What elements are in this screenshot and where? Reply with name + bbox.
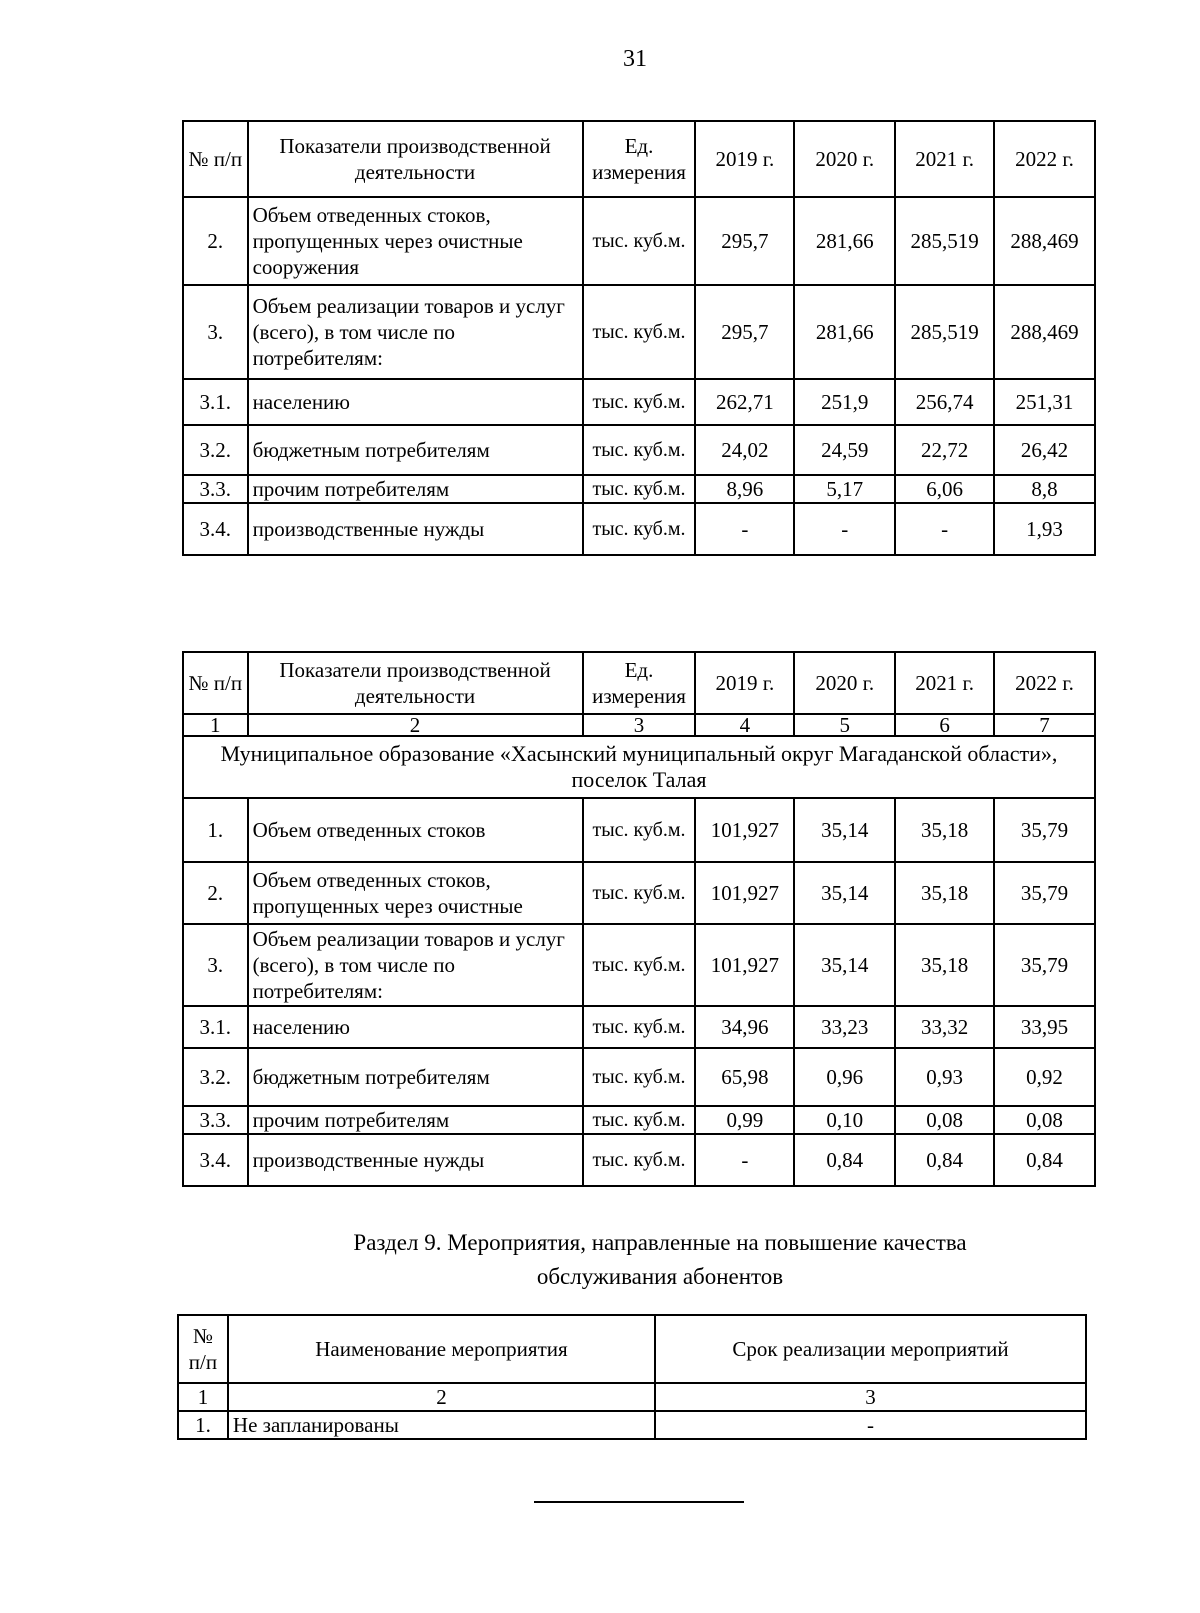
- value-2022: 26,42: [994, 425, 1095, 475]
- value-2020: 35,14: [794, 798, 895, 862]
- row-label: Объем реализации товаров и услуг (всего), в том числе по потребителям:: [248, 285, 583, 379]
- value-2020: 0,96: [794, 1048, 895, 1106]
- value-2022: 288,469: [994, 197, 1095, 285]
- header-2019: 2019 г.: [695, 652, 794, 714]
- row-label: Объем отведенных стоков, пропущенных через очистные сооружения: [248, 197, 583, 285]
- table-row: [183, 798, 1095, 862]
- header-2021: 2021 г.: [895, 121, 994, 197]
- header-unit: Ед. измерения: [583, 652, 696, 714]
- row-unit: тыс. куб.м.: [583, 924, 696, 1006]
- value-2021: 285,519: [895, 285, 994, 379]
- value-2021: 0,84: [895, 1134, 994, 1186]
- header-num: № п/п: [183, 652, 248, 714]
- value-2019: 65,98: [695, 1048, 794, 1106]
- table-header-row: [178, 1315, 1086, 1383]
- col-number: 7: [994, 714, 1095, 736]
- value-2022: 1,93: [994, 503, 1095, 555]
- row-unit: тыс. куб.м.: [583, 1106, 696, 1134]
- value-2020: 281,66: [794, 197, 895, 285]
- table-header-row: [183, 652, 1095, 714]
- value-2021: 35,18: [895, 798, 994, 862]
- value-2019: 262,71: [695, 379, 794, 425]
- group-title-row: [183, 736, 1095, 798]
- value-2022: 33,95: [994, 1006, 1095, 1048]
- value-2020: 35,14: [794, 924, 895, 1006]
- row-num: 3.4.: [183, 1134, 248, 1186]
- header-unit: Ед. измерения: [583, 121, 696, 197]
- value-2019: 0,99: [695, 1106, 794, 1134]
- table-row: [183, 862, 1095, 924]
- row-num: 2.: [183, 862, 248, 924]
- value-2020: 0,10: [794, 1106, 895, 1134]
- header-measure-name: Наименование мероприятия: [228, 1315, 655, 1383]
- row-unit: тыс. куб.м.: [583, 862, 696, 924]
- row-label: населению: [248, 379, 583, 425]
- value-2019: 295,7: [695, 197, 794, 285]
- table-row: [183, 924, 1095, 1006]
- row-unit: тыс. куб.м.: [583, 475, 696, 503]
- value-2020: 5,17: [794, 475, 895, 503]
- row-unit: тыс. куб.м.: [583, 379, 696, 425]
- row-unit: тыс. куб.м.: [583, 197, 696, 285]
- value-2020: 33,23: [794, 1006, 895, 1048]
- value-2022: 35,79: [994, 798, 1095, 862]
- value-2022: 35,79: [994, 924, 1095, 1006]
- table-row: [183, 1134, 1095, 1186]
- value-2021: 35,18: [895, 862, 994, 924]
- table-row: [183, 285, 1095, 379]
- column-numbers-row: [178, 1383, 1086, 1411]
- value-2020: 24,59: [794, 425, 895, 475]
- value-2021: -: [895, 503, 994, 555]
- col-number: 3: [655, 1383, 1086, 1411]
- row-label: Объем отведенных стоков: [248, 798, 583, 862]
- value-2021: 0,08: [895, 1106, 994, 1134]
- col-number: 5: [794, 714, 895, 736]
- measures-table: [177, 1314, 1087, 1440]
- value-2019: -: [695, 1134, 794, 1186]
- value-2022: 288,469: [994, 285, 1095, 379]
- row-num: 2.: [183, 197, 248, 285]
- row-unit: тыс. куб.м.: [583, 285, 696, 379]
- value-2020: 251,9: [794, 379, 895, 425]
- value-2021: 285,519: [895, 197, 994, 285]
- row-num: 3.3.: [183, 475, 248, 503]
- value-2019: 24,02: [695, 425, 794, 475]
- value-2022: 251,31: [994, 379, 1095, 425]
- header-indicator: Показатели производственной деятельности: [248, 652, 583, 714]
- table-row: [178, 1411, 1086, 1439]
- value-2022: 0,08: [994, 1106, 1095, 1134]
- row-label: бюджетным потребителям: [248, 1048, 583, 1106]
- value-2021: 33,32: [895, 1006, 994, 1048]
- value-2019: 101,927: [695, 862, 794, 924]
- measure-name: Не запланированы: [228, 1411, 655, 1439]
- section-title: [320, 1226, 1000, 1294]
- row-num: 1.: [178, 1411, 228, 1439]
- value-2019: 8,96: [695, 475, 794, 503]
- header-2021: 2021 г.: [895, 652, 994, 714]
- row-unit: тыс. куб.м.: [583, 425, 696, 475]
- value-2021: 35,18: [895, 924, 994, 1006]
- row-num: 1.: [183, 798, 248, 862]
- table-row: [183, 475, 1095, 503]
- value-2020: -: [794, 503, 895, 555]
- row-label: Объем отведенных стоков, пропущенных через очистные: [248, 862, 583, 924]
- table-row: [183, 1048, 1095, 1106]
- row-unit: тыс. куб.м.: [583, 1134, 696, 1186]
- row-num: 3.1.: [183, 1006, 248, 1048]
- value-2019: 34,96: [695, 1006, 794, 1048]
- header-2020: 2020 г.: [794, 121, 895, 197]
- row-label: бюджетным потребителям: [248, 425, 583, 475]
- row-unit: тыс. куб.м.: [583, 503, 696, 555]
- row-num: 3.2.: [183, 425, 248, 475]
- row-label: прочим потребителям: [248, 475, 583, 503]
- production-indicators-table-2: [182, 651, 1096, 1187]
- value-2020: 281,66: [794, 285, 895, 379]
- municipality-title: Муниципальное образование «Хасынский муниципальный округ Магаданской области», поселок Талая: [183, 736, 1095, 798]
- row-label: производственные нужды: [248, 503, 583, 555]
- value-2021: 256,74: [895, 379, 994, 425]
- col-number: 2: [228, 1383, 655, 1411]
- row-label: населению: [248, 1006, 583, 1048]
- row-num: 3.4.: [183, 503, 248, 555]
- col-number: 1: [178, 1383, 228, 1411]
- row-num: 3.: [183, 285, 248, 379]
- value-2021: 22,72: [895, 425, 994, 475]
- measure-term: -: [655, 1411, 1086, 1439]
- value-2020: 0,84: [794, 1134, 895, 1186]
- row-unit: тыс. куб.м.: [583, 1048, 696, 1106]
- value-2022: 35,79: [994, 862, 1095, 924]
- table-row: [183, 379, 1095, 425]
- table-row: [183, 197, 1095, 285]
- production-indicators-table-1: [182, 120, 1096, 556]
- bottom-rule: [534, 1501, 744, 1503]
- col-number: 3: [583, 714, 696, 736]
- value-2019: -: [695, 503, 794, 555]
- header-indicator: Показатели производственной деятельности: [248, 121, 583, 197]
- page-number: 31: [623, 46, 647, 72]
- header-num: № п/п: [178, 1315, 228, 1383]
- table-row: [183, 425, 1095, 475]
- value-2019: 295,7: [695, 285, 794, 379]
- header-2019: 2019 г.: [695, 121, 794, 197]
- col-number: 1: [183, 714, 248, 736]
- value-2021: 0,93: [895, 1048, 994, 1106]
- value-2019: 101,927: [695, 924, 794, 1006]
- header-2022: 2022 г.: [994, 121, 1095, 197]
- header-term: Срок реализации мероприятий: [655, 1315, 1086, 1383]
- row-label: производственные нужды: [248, 1134, 583, 1186]
- col-number: 6: [895, 714, 994, 736]
- section-title-line-2: обслуживания абонентов: [536, 1264, 784, 1289]
- value-2019: 101,927: [695, 798, 794, 862]
- header-2022: 2022 г.: [994, 652, 1095, 714]
- row-unit: тыс. куб.м.: [583, 798, 696, 862]
- table-row: [183, 1006, 1095, 1048]
- table-header-row: [183, 121, 1095, 197]
- col-number: 4: [695, 714, 794, 736]
- row-num: 3.3.: [183, 1106, 248, 1134]
- row-num: 3.: [183, 924, 248, 1006]
- row-label: прочим потребителям: [248, 1106, 583, 1134]
- value-2022: 0,84: [994, 1134, 1095, 1186]
- value-2021: 6,06: [895, 475, 994, 503]
- row-unit: тыс. куб.м.: [583, 1006, 696, 1048]
- column-numbers-row: [183, 714, 1095, 736]
- value-2022: 0,92: [994, 1048, 1095, 1106]
- col-number: 2: [248, 714, 583, 736]
- value-2022: 8,8: [994, 475, 1095, 503]
- row-num: 3.2.: [183, 1048, 248, 1106]
- section-title-line-1: Раздел 9. Мероприятия, направленные на повышение качества: [353, 1230, 967, 1255]
- header-2020: 2020 г.: [794, 652, 895, 714]
- table-row: [183, 1106, 1095, 1134]
- row-label: Объем реализации товаров и услуг (всего), в том числе по потребителям:: [248, 924, 583, 1006]
- header-num: № п/п: [183, 121, 248, 197]
- row-num: 3.1.: [183, 379, 248, 425]
- table-row: [183, 503, 1095, 555]
- value-2020: 35,14: [794, 862, 895, 924]
